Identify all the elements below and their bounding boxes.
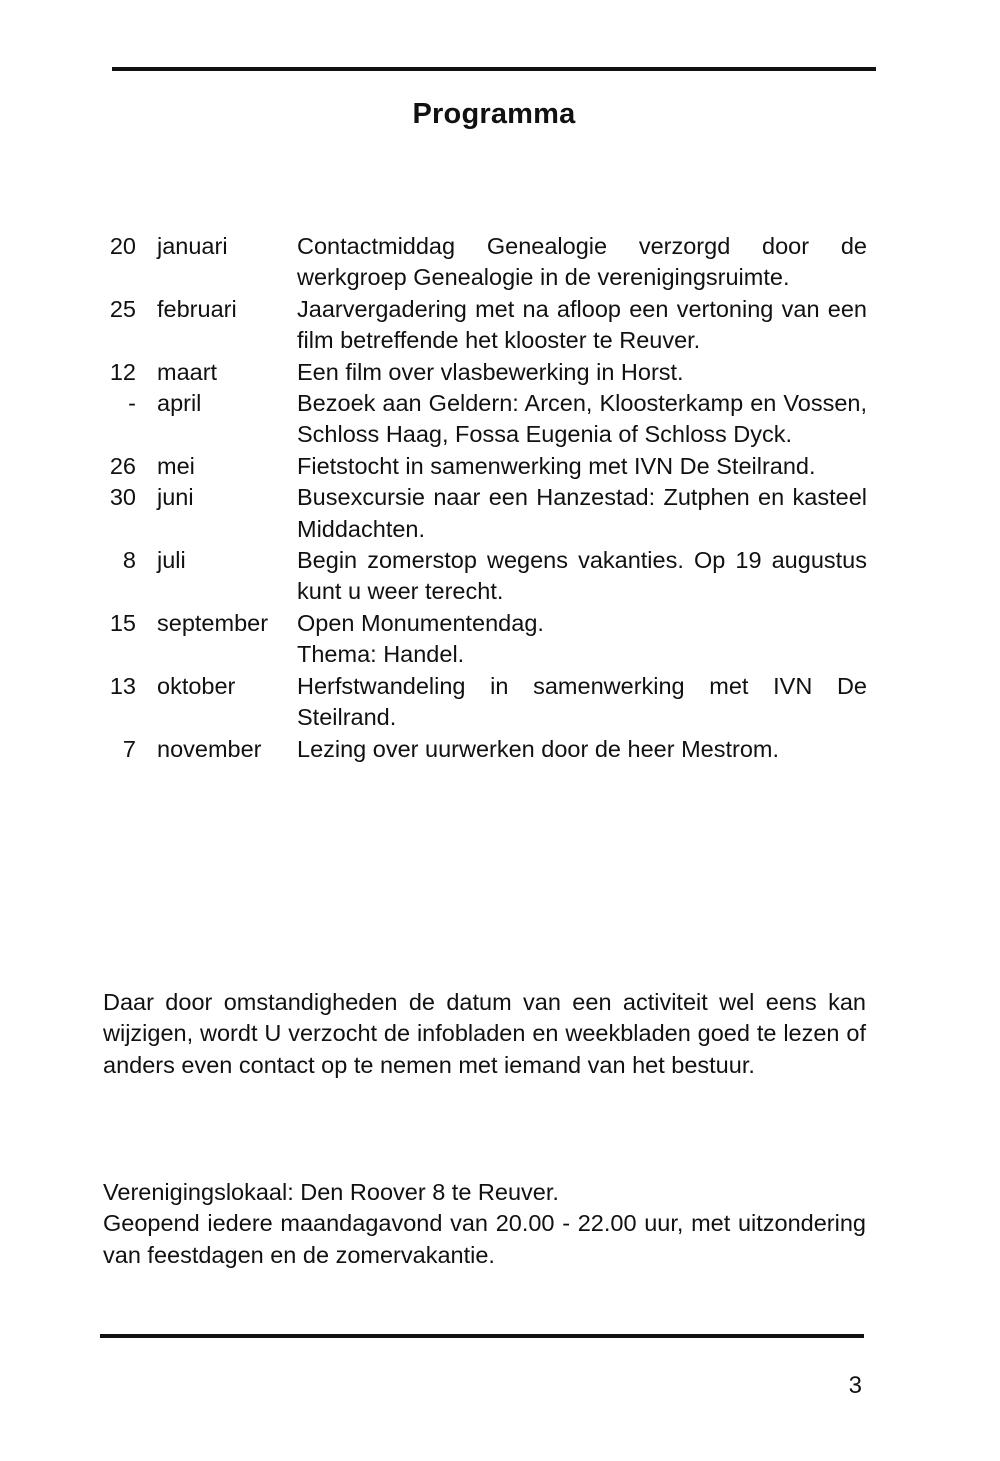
event-month: februari xyxy=(157,295,237,322)
bottom-rule xyxy=(100,1334,864,1338)
event-description: Lezing over uurwerken door de heer Mestrom. xyxy=(297,735,779,762)
event-item xyxy=(100,671,872,734)
event-item xyxy=(100,357,872,388)
page-number: 3 xyxy=(848,1372,862,1399)
event-month: januari xyxy=(157,233,228,259)
top-rule xyxy=(112,67,876,71)
event-month: mei xyxy=(157,452,195,479)
page-title: Programma xyxy=(412,98,576,130)
programme-list xyxy=(100,231,872,765)
event-month: september xyxy=(157,609,269,636)
event-description: Contactmiddag Genealogie verzorgd door de werkgroep Genealogie in de verenigingsruimte. xyxy=(297,233,867,291)
event-day: 12 xyxy=(109,358,136,385)
event-month: november xyxy=(157,735,262,762)
event-month: juli xyxy=(157,547,186,574)
event-day: 30 xyxy=(109,484,136,511)
event-description: Een film over vlasbewerking in Horst. xyxy=(297,358,684,385)
event-day: 13 xyxy=(109,672,136,699)
event-day: 20 xyxy=(109,233,136,259)
location-address: Verenigingslokaal: Den Roover 8 te Reuver. xyxy=(103,1179,559,1205)
event-description-line: Open Monumentendag. xyxy=(297,609,544,636)
notice-paragraph: Daar door omstandigheden de datum van een activiteit wel eens kan wijzigen, wordt U verzocht de infobladen en weekbladen goed te lezen of anders even contact op te nemen met iemand van het bestuur. xyxy=(103,989,866,1078)
event-day: 8 xyxy=(122,547,136,574)
event-item xyxy=(100,294,872,357)
event-description: Jaarvergadering met na afloop een vertoning van een film betreffende het klooster te Reuver. xyxy=(297,295,867,354)
event-item xyxy=(100,734,872,765)
location-hours: Geopend iedere maandagavond van 20.00 - 22.00 uur, met uitzondering van feestdagen en de zomervakantie. xyxy=(103,1210,866,1268)
event-description: Busexcursie naar een Hanzestad: Zutphen en kasteel Middachten. xyxy=(297,484,867,542)
event-item xyxy=(100,388,872,451)
event-month: maart xyxy=(157,358,218,385)
event-month: april xyxy=(157,390,202,417)
event-month: oktober xyxy=(157,672,236,699)
location-info xyxy=(103,1177,866,1271)
event-day: 7 xyxy=(122,735,136,762)
event-day: - xyxy=(128,390,136,417)
event-item xyxy=(100,231,872,294)
event-item xyxy=(100,451,872,482)
event-description-line: Thema: Handel. xyxy=(297,641,465,668)
event-description xyxy=(297,608,867,671)
event-item xyxy=(100,482,872,545)
event-item xyxy=(100,608,872,671)
event-description: Begin zomerstop wegens vakanties. Op 19 augustus kunt u weer terecht. xyxy=(297,547,867,605)
event-description: Bezoek aan Geldern: Arcen, Kloosterkamp en Vossen, Schloss Haag, Fossa Eugenia of Schloss Dyck. xyxy=(297,390,867,448)
event-day: 26 xyxy=(109,452,136,479)
event-day: 15 xyxy=(109,609,136,636)
event-day: 25 xyxy=(109,295,136,322)
event-item xyxy=(100,545,872,608)
event-description: Herfstwandeling in samenwerking met IVN De Steilrand. xyxy=(297,672,867,731)
event-month: juni xyxy=(157,484,194,511)
event-description: Fietstocht in samenwerking met IVN De Steilrand. xyxy=(297,452,816,479)
